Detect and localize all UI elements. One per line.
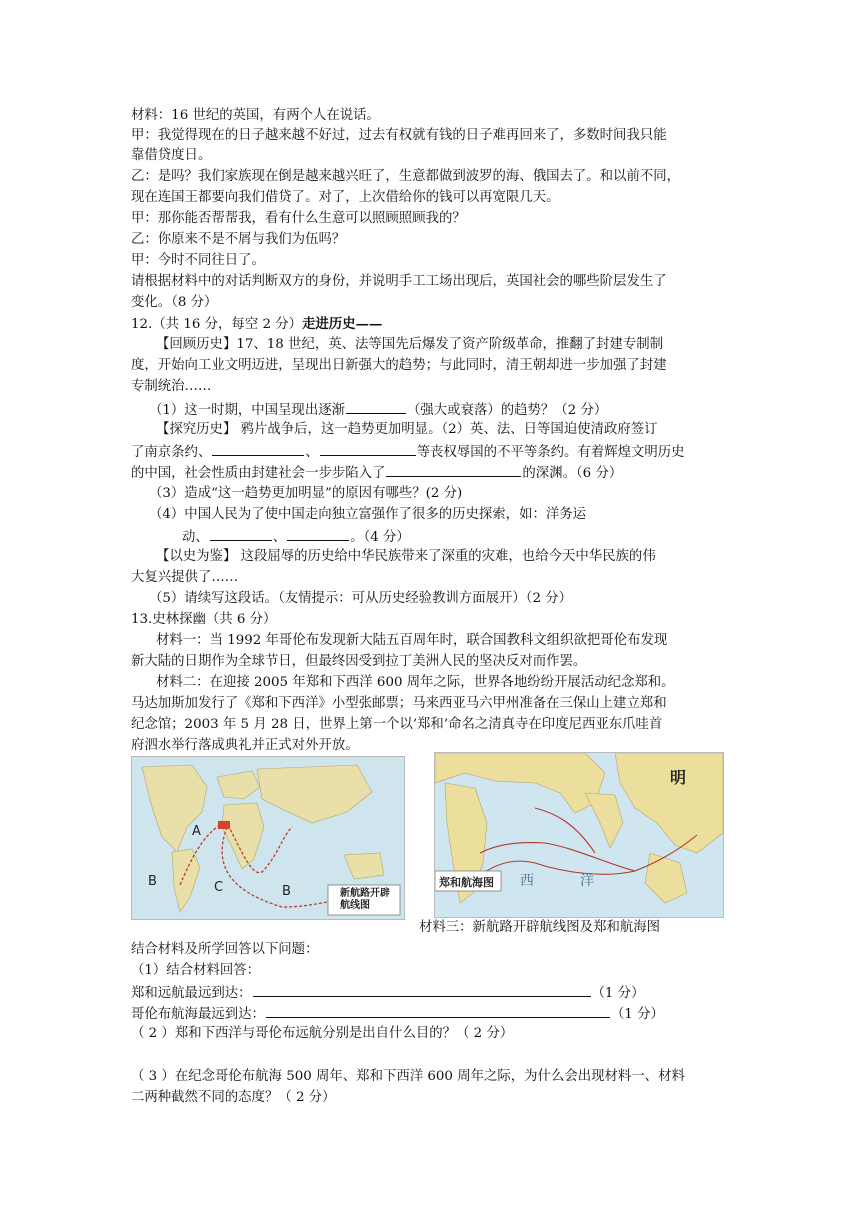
q12-mirror: 大复兴提供了……	[131, 570, 239, 585]
q13-sub3: 二两种截然不同的态度？（ 2 分）	[131, 1090, 336, 1105]
score-label: （1 分）	[610, 1007, 664, 1022]
map2-title: 郑和航海图	[439, 876, 494, 889]
question-prompt: 变化。（8 分）	[131, 295, 218, 310]
dialogue-line: 乙：是吗？我们家族现在倒是越来越兴旺了，生意都做到波罗的海、俄国去了。和以前不同，	[131, 169, 681, 184]
q12-explore-text: 等丧权辱国的不平等条约。有着辉煌文明历史	[416, 445, 685, 460]
q13-material1: 材料一：当 1992 年哥伦布发现新大陆五百周年时，联合国教科文组织欲把哥伦布发现	[156, 633, 668, 648]
q12-review: 专制统治……	[131, 379, 212, 394]
ocean-label-ocean: 洋	[580, 873, 594, 889]
dialogue-line: 靠借贷度日。	[131, 148, 212, 163]
q13-sub2: （ 2 ）郑和下西洋与哥伦布远航分别是出自什么目的？（ 2 分）	[131, 1026, 514, 1041]
route-label-b2: B	[282, 884, 291, 899]
q12-explore-text: 了南京条约、	[131, 445, 212, 460]
q12-sub5: （5）请续写这段话。（友情提示：可从历史经验教训方面展开）（2 分）	[149, 591, 573, 606]
q13-material1: 新大陆的日期作为全球节日，但最终因受到拉丁美洲人民的坚决反对而作罢。	[131, 654, 587, 669]
route-label-b: B	[148, 874, 157, 889]
q12-sub1-text: （1）这一时期，中国呈现出逐渐	[149, 403, 345, 418]
dialogue-line: 甲：我觉得现在的日子越来越不好过，过去有权就有钱的日子难再回来了，多数时间我只能	[131, 128, 667, 143]
q13-material2: 材料二：在迎接 2005 年郑和下西洋 600 周年之际，世界各地纷纷开展活动纪念郑和。	[156, 675, 675, 690]
q13-zhenghe-line	[131, 982, 644, 1004]
new-sea-routes-map	[131, 756, 405, 920]
figure-caption: 材料三：新航路开辟航线图及郑和航海图	[419, 920, 661, 935]
answer-blank[interactable]	[346, 399, 406, 414]
question-prompt: 请根据材料中的对话判断双方的身份，并说明手工工场出现后，英国社会的哪些阶层发生了	[131, 274, 667, 289]
q13-material2: 府泗水举行落成典礼并正式对外开放。	[131, 738, 359, 753]
q12-sub4-text: 动、	[182, 530, 209, 545]
q13-material2: 马达加斯加发行了《郑和下西洋》小型张邮票；马来西亚马六甲州准备在三保山上建立郑和	[131, 696, 667, 711]
score-label: （1 分）	[591, 986, 645, 1001]
q13-sub1: （1）结合材料回答：	[131, 963, 261, 978]
q12-mirror: 【以史为鉴】 这段屈辱的历史给中华民族带来了深重的灾难，也给今天中华民族的伟	[156, 549, 656, 564]
q13-sub3: （ 3 ）在纪念哥伦布航海 500 周年、郑和下西洋 600 周年之际，为什么会出现材料一、材料	[131, 1069, 685, 1084]
q12-review: 度，开始向工业文明迈进，呈现出日新强大的趋势；与此同时，清王朝却进一步加强了封建	[131, 358, 667, 373]
q12-explore	[131, 441, 685, 463]
q12-sub4-text: 、	[272, 530, 287, 545]
q12-title: 走进历史——	[302, 316, 383, 332]
columbus-label: 哥伦布航海最远到达：	[131, 1007, 265, 1022]
q12-explore-text: 、	[305, 445, 319, 460]
answer-blank[interactable]	[386, 462, 521, 477]
q12-sub3: （3）造成“这一趋势更加明显”的原因有哪些？(2 分)	[149, 486, 463, 501]
answer-blank[interactable]	[320, 441, 416, 456]
q12-explore-text: 的中国，社会性质由封建社会一步步陷入了	[131, 466, 386, 481]
dialogue-line: 现在连国王都要向我们借贷了。对了，上次借给你的钱可以再宽限几天。	[131, 190, 560, 205]
q12-explore: 【探究历史】 鸦片战争后，这一趋势更加明显。（2）英、法、日等国迫使清政府签订	[156, 422, 658, 437]
zheng-he-voyage-map	[434, 752, 724, 918]
answer-blank[interactable]	[287, 526, 349, 541]
answer-blank[interactable]	[210, 526, 272, 541]
q12-heading	[131, 314, 382, 335]
q12-sub4: （4）中国人民为了使中国走向独立富强作了很多的历史探索，如：洋务运	[149, 507, 587, 522]
ocean-label-west: 西	[520, 873, 534, 889]
answer-blank[interactable]	[266, 1003, 610, 1018]
dialogue-line: 乙：你原来不是不屑与我们为伍吗？	[131, 232, 346, 247]
dialogue-line: 甲：那你能否帮帮我，看有什么生意可以照顾照顾我的？	[131, 211, 466, 226]
route-label-c: C	[214, 880, 224, 895]
material-intro: 材料：16 世纪的英国，有两个人在说话。	[131, 108, 380, 123]
q12-sub4-blanks	[182, 526, 410, 548]
ming-label: 明	[670, 768, 687, 787]
q12-sub1	[149, 399, 607, 421]
q12-sub1-text: （强大或衰落）的趋势？（2 分）	[407, 403, 608, 418]
dialogue-line: 甲：今时不同往日了。	[131, 253, 265, 268]
q12-number: 12.（共 16 分，每空 2 分）	[131, 317, 303, 332]
q12-explore-text: 的深渊。（6 分）	[522, 466, 623, 481]
answer-blank[interactable]	[212, 441, 304, 456]
answer-blank[interactable]	[253, 982, 591, 997]
q13-heading: 13.史林探幽（共 6 分）	[131, 612, 277, 627]
q13-columbus-line	[131, 1003, 664, 1025]
q12-sub4-text: 。（4 分）	[350, 530, 410, 545]
q12-explore	[131, 462, 622, 484]
q13-intro: 结合材料及所学回答以下问题：	[131, 942, 319, 957]
route-label-a: A	[192, 824, 201, 839]
zhenghe-label: 郑和远航最远到达：	[131, 986, 252, 1001]
q12-review: 【回顾历史】17、18 世纪，英、法等国先后爆发了资产阶级革命，推翻了封建专制制	[156, 337, 664, 352]
q13-material2: 纪念馆；2003 年 5 月 28 日，世界上第一个以‘郑和’命名之清真寺在印度尼西亚东爪哇首	[131, 717, 663, 732]
map1-title: 新航路开辟航线图	[340, 888, 390, 911]
